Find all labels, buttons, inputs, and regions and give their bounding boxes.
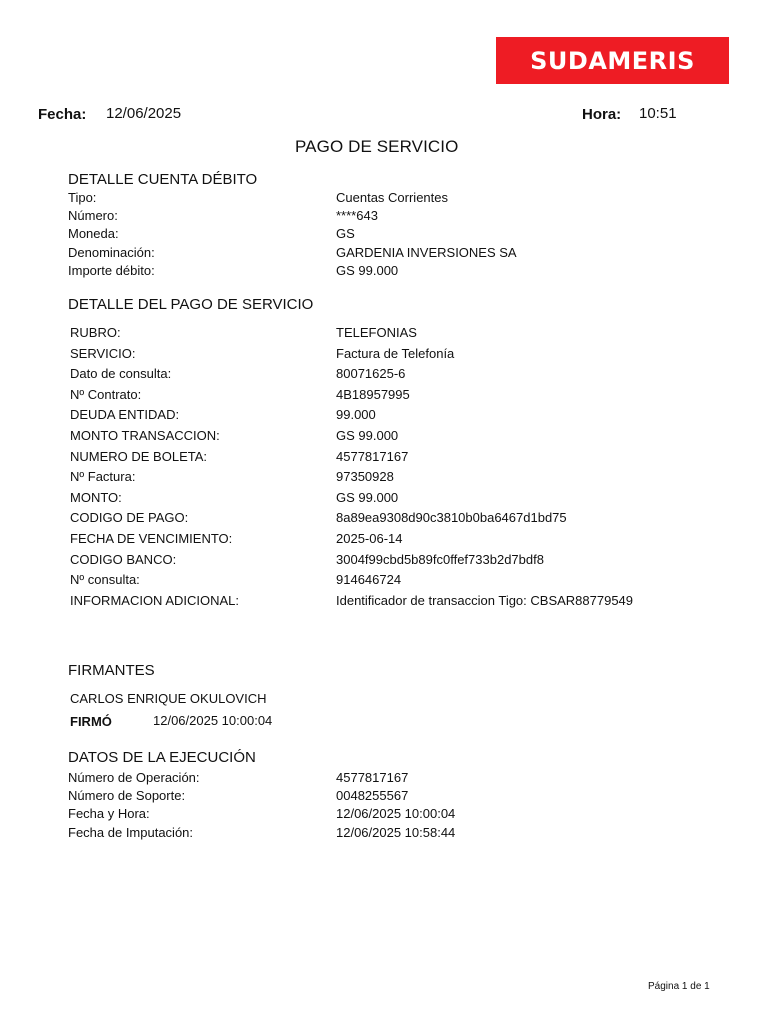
table-row — [68, 226, 708, 244]
logo-text: SUDAMERIS — [530, 46, 695, 75]
table-row — [70, 449, 710, 467]
firmante-name: CARLOS ENRIQUE OKULOVICH — [70, 691, 267, 706]
row-value: 97350928 — [336, 469, 394, 485]
fecha-label: Fecha: — [38, 106, 87, 123]
row-value: 12/06/2025 10:58:44 — [336, 824, 456, 840]
table-row — [70, 510, 710, 528]
table-row — [70, 572, 710, 590]
table-row — [68, 788, 708, 806]
row-label: Nº Factura: — [70, 469, 136, 485]
row-label: DEUDA ENTIDAD: — [70, 407, 180, 423]
table-row — [70, 490, 710, 508]
row-value: GS 99.000 — [336, 428, 399, 443]
row-value: GS 99.000 — [336, 489, 399, 505]
table-row — [70, 407, 710, 425]
row-value: 2025-06-14 — [336, 531, 403, 546]
row-value: 914646724 — [336, 572, 402, 588]
table-row — [68, 208, 708, 226]
row-label: SERVICIO: — [70, 345, 136, 361]
row-value: GS — [336, 226, 355, 242]
row-label: Tipo: — [68, 190, 97, 205]
row-value: GARDENIA INVERSIONES SA — [336, 244, 517, 260]
row-value: 8a89ea9308d90c3810b0ba6467d1bd75 — [336, 510, 567, 526]
table-row — [68, 263, 708, 281]
row-label: FECHA DE VENCIMIENTO: — [70, 531, 233, 546]
row-value: 4B18957995 — [336, 386, 410, 402]
row-value: Identificador de transaccion Tigo: CBSAR88779549 — [336, 592, 634, 608]
row-value: Factura de Telefonía — [336, 345, 455, 361]
row-label: Nº consulta: — [70, 572, 140, 588]
row-label: CODIGO DE PAGO: — [70, 510, 189, 526]
table-row — [68, 770, 708, 788]
row-label: Fecha y Hora: — [68, 806, 150, 822]
row-value: 4577817167 — [336, 448, 409, 464]
row-value: GS 99.000 — [336, 262, 399, 278]
table-row — [70, 428, 710, 446]
hora-value: 10:51 — [639, 105, 677, 122]
fecha-value: 12/06/2025 — [106, 105, 182, 122]
row-label: Número: — [68, 208, 118, 224]
row-value: 3004f99cbd5b89fc0ffef733b2d7bdf8 — [336, 551, 544, 567]
table-row — [68, 825, 708, 843]
sudameris-logo — [496, 37, 729, 84]
table-row — [70, 531, 710, 549]
row-value: 80071625-6 — [336, 366, 406, 382]
row-label: Importe débito: — [68, 262, 155, 278]
row-value: 0048255567 — [336, 788, 409, 804]
row-value: Cuentas Corrientes — [336, 190, 448, 205]
row-value: 12/06/2025 10:00:04 — [336, 806, 456, 822]
table-row — [70, 325, 710, 343]
row-label: Dato de consulta: — [70, 366, 172, 382]
table-row — [70, 346, 710, 364]
row-label: RUBRO: — [70, 325, 121, 340]
row-label: Denominación: — [68, 244, 155, 260]
section-heading-cuenta-debito: DETALLE CUENTA DÉBITO — [68, 171, 258, 188]
row-label: Moneda: — [68, 226, 119, 242]
row-label: Número de Soporte: — [68, 788, 186, 804]
table-row — [70, 552, 710, 570]
hora-label: Hora: — [582, 106, 622, 123]
row-value: 4577817167 — [336, 770, 409, 785]
row-label: NUMERO DE BOLETA: — [70, 448, 208, 464]
table-row — [68, 806, 708, 824]
row-label: MONTO TRANSACCION: — [70, 428, 220, 443]
table-row — [70, 593, 710, 611]
table-row — [68, 245, 708, 263]
row-label: MONTO: — [70, 489, 122, 505]
row-label: Fecha de Imputación: — [68, 824, 194, 840]
section-heading-pago-servicio: DETALLE DEL PAGO DE SERVICIO — [68, 296, 314, 313]
section-heading-ejecucion: DATOS DE LA EJECUCIÓN — [68, 749, 256, 766]
table-row — [70, 387, 710, 405]
row-label: INFORMACION ADICIONAL: — [70, 592, 240, 608]
section-heading-firmantes: FIRMANTES — [68, 662, 155, 679]
table-row — [70, 366, 710, 384]
row-label: Nº Contrato: — [70, 386, 142, 402]
firmo-label: FIRMÓ — [70, 714, 112, 729]
row-value: ****643 — [336, 208, 378, 224]
page-title: PAGO DE SERVICIO — [295, 137, 459, 156]
table-row — [68, 190, 708, 208]
row-label: CODIGO BANCO: — [70, 551, 177, 567]
row-label: Número de Operación: — [68, 770, 200, 785]
table-row — [70, 469, 710, 487]
row-value: 99.000 — [336, 407, 376, 423]
firmo-value: 12/06/2025 10:00:04 — [153, 713, 273, 728]
row-value: TELEFONIAS — [336, 325, 417, 340]
page-number: Página 1 de 1 — [648, 981, 710, 992]
